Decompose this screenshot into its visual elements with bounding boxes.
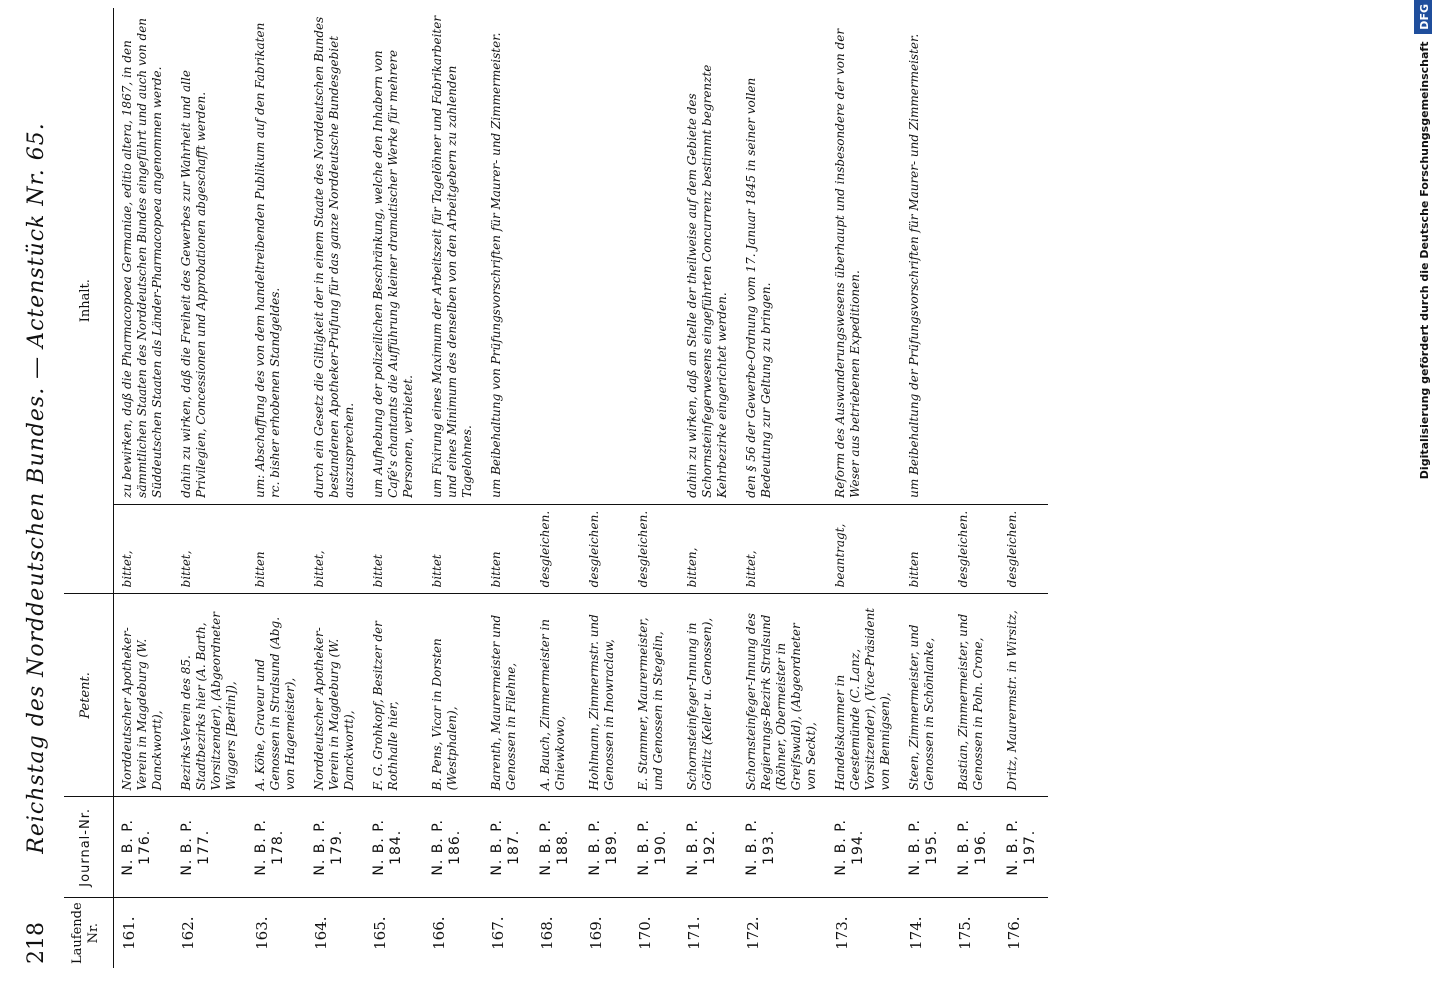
row-inhalt [630,8,679,504]
row-laufende-nr: 175. [955,916,974,950]
row-inhalt: um Beibehaltung der Prüfungsvorschriften für Maurer- und Zimmermeister. [901,8,950,504]
row-petent: Bastian, Zimmermeister, und Genossen in Poln. Crone, [950,594,999,797]
row-action: bitten [483,504,532,594]
row-petent: Steen, Zimmermeister, und Genossen in Schönlanke, [901,594,950,797]
header-inhalt: Inhalt. [64,8,113,594]
row-journal-nr: N. B. P. 184. [365,797,424,898]
row-journal-nr: N. B. P. 192. [679,797,738,898]
row-action: bittet [424,504,483,594]
row-action: desgleichen. [532,504,581,594]
row-journal-nr: N. B. P. 176. [113,797,173,898]
row-action: beantragt, [827,504,901,594]
row-laufende-nr: 168. [537,916,556,950]
row-action: desgleichen. [999,504,1048,594]
row-petent: F. G. Grohkopf, Besitzer der Rothhalle hier, [365,594,424,797]
row-inhalt [950,8,999,504]
table-row [173,8,247,968]
row-petent: Hohlmann, Zimmermstr. und Genossen in Inowraclaw, [581,594,630,797]
row-journal-nr: N. B. P. 195. [901,797,950,898]
row-laufende-nr: 172. [743,916,762,950]
row-journal-nr: N. B. P. 189. [581,797,630,898]
row-petent: E. Stammer, Maurermeister, und Genossen in Stegelin, [630,594,679,797]
row-journal-nr: N. B. P. 193. [738,797,827,898]
row-laufende-nr: 171. [684,916,703,950]
row-laufende-nr: 164. [311,916,330,950]
row-petent: A. Bauch, Zimmermeister in Gniewkowo, [532,594,581,797]
row-journal-nr: N. B. P. 197. [999,797,1048,898]
table-row [999,8,1048,968]
page-number: 218 [24,922,49,964]
row-petent: Barenth, Maurermeister und Genossen in Filehne, [483,594,532,797]
row-petent: Norddeutscher Apotheker-Verein in Magdeburg (W. Danckwortt), [113,594,173,797]
header-laufende-nr: Laufende Nr. [64,898,113,968]
row-laufende-nr: 166. [429,916,448,950]
row-petent: Bezirks-Verein des 85. Stadtbezirks hier (A. Barth, Vorsitzender), (Abgeordneter Wiggers [Berlin]), [173,594,247,797]
row-laufende-nr: 173. [832,916,851,950]
row-laufende-nr: 161. [119,916,138,950]
row-laufende-nr: 174. [906,916,925,950]
row-petent: Handelskammer in Geestemünde (C. Lanz, Vorsitzender), (Vice-Präsident von Bennigsen), [827,594,901,797]
row-inhalt: durch ein Gesetz die Giltigkeit der in einem Staate des Norddeutschen Bundes bestandenen Apotheker-Prüfung für das ganze Norddeutsche Bundesgebiet auszusprechen. [306,8,365,504]
row-laufende-nr: 169. [586,916,605,950]
row-inhalt: dahin zu wirken, daß die Freiheit des Gewerbes zur Wahrheit und alle Privilegien, Concessionen und Approbationen abgeschafft werden. [173,8,247,504]
row-inhalt: um: Abschaffung des von dem handeltreibenden Publikum auf den Fabrikaten rc. bisher erhobenen Standgeldes. [247,8,306,504]
row-inhalt: um Fixirung eines Maximum der Arbeitszeit für Tagelöhner und Fabrikarbeiter und eines Minimum des denselben von den Arbeitgebern zu zahlenden Tagelohnes. [424,8,483,504]
dfg-note: Digitalisierung gefördert durch die Deutsche Forschungsgemeinschaft [1418,41,1431,480]
row-inhalt [532,8,581,504]
table-row [581,8,630,968]
document-page [20,8,1420,968]
row-action: bittet, [306,504,365,594]
table-row [365,8,424,968]
table-row [532,8,581,968]
row-laufende-nr: 162. [178,916,197,950]
table-row [483,8,532,968]
row-inhalt: dahin zu wirken, daß an Stelle der theilweise auf dem Gebiete des Schornsteinfegerwesens eingeführten Concurrenz bestimmt begrenzte Kehrbezirke eingerichtet werden. [679,8,738,504]
petition-register-table [64,8,1048,968]
running-title: Reichstag des Norddeutschen Bundes. — Actenstück Nr. 65. [24,122,49,854]
row-inhalt: um Aufhebung der polizeilichen Beschränkung, welche den Inhabern von Café's chantants die Aufführung kleiner dramatischer Werke für mehrere Personen, verbietet. [365,8,424,504]
table-row [901,8,950,968]
row-petent: Norddeutscher Apotheker-Verein in Magdeburg (W. Danckwortt), [306,594,365,797]
row-action: bitten, [679,504,738,594]
dfg-logo: DFG [1414,0,1432,34]
row-inhalt: zu bewirken, daß die Pharmacopoea Germaniae, editio altera, 1867, in den sämmtlichen Staaten des Norddeutschen Bundes eingeführt und auch von den Süddeutschen Staaten als Länder-Pharmacopoea angenommen werde. [113,8,173,504]
row-action: desgleichen. [581,504,630,594]
row-inhalt: den § 56 der Gewerbe-Ordnung vom 17. Januar 1845 in seiner vollen Bedeutung zur Geltung zu bringen. [738,8,827,504]
row-laufende-nr: 167. [488,916,507,950]
table-row [630,8,679,968]
row-journal-nr: N. B. P. 190. [630,797,679,898]
row-action: desgleichen. [950,504,999,594]
table-row [827,8,901,968]
row-petent: Schornsteinfeger-Innung in Görlitz (Keller u. Genossen), [679,594,738,797]
table-header-row [64,8,113,968]
row-inhalt [999,8,1048,504]
row-inhalt: um Beibehaltung von Prüfungsvorschriften für Maurer- und Zimmermeister. [483,8,532,504]
table-row [950,8,999,968]
row-petent: Dritz, Maurermstr. in Wirsitz, [999,594,1048,797]
row-journal-nr: N. B. P. 178. [247,797,306,898]
table-row [113,8,173,968]
row-journal-nr: N. B. P. 194. [827,797,901,898]
row-petent: Schornsteinfeger-Innung des Regierungs-Bezirk Stralsund (Röhner, Obermeister in Greifswald), (Abgeordneter von Seckt), [738,594,827,797]
page-header [20,8,60,968]
dfg-footer [1410,0,1432,1000]
row-laufende-nr: 163. [252,916,271,950]
row-inhalt [581,8,630,504]
row-petent: B. Pens, Vicar in Dorsten (Westphalen), [424,594,483,797]
row-action: bittet [365,504,424,594]
row-inhalt: Reform des Auswanderungswesens überhaupt und insbesondere der von der Weser aus betriebenen Expeditionen. [827,8,901,504]
row-laufende-nr: 165. [370,916,389,950]
table-row [247,8,306,968]
header-petent: Petent. [64,594,113,797]
row-journal-nr: N. B. P. 187. [483,797,532,898]
row-action: bitten [247,504,306,594]
header-journal-nr: Journal-Nr. [64,797,113,898]
row-action: bitten [901,504,950,594]
row-journal-nr: N. B. P. 196. [950,797,999,898]
row-action: bittet, [173,504,247,594]
row-action: bittet, [113,504,173,594]
row-laufende-nr: 176. [1004,916,1023,950]
row-action: desgleichen. [630,504,679,594]
row-action: bittet, [738,504,827,594]
table-row [424,8,483,968]
row-journal-nr: N. B. P. 177. [173,797,247,898]
row-laufende-nr: 170. [635,916,654,950]
table-row [738,8,827,968]
row-journal-nr: N. B. P. 188. [532,797,581,898]
table-row [679,8,738,968]
row-journal-nr: N. B. P. 186. [424,797,483,898]
row-journal-nr: N. B. P. 179. [306,797,365,898]
row-petent: A. Köhe, Graveur und Genossen in Stralsund (Abg. von Hagemeister), [247,594,306,797]
table-row [306,8,365,968]
